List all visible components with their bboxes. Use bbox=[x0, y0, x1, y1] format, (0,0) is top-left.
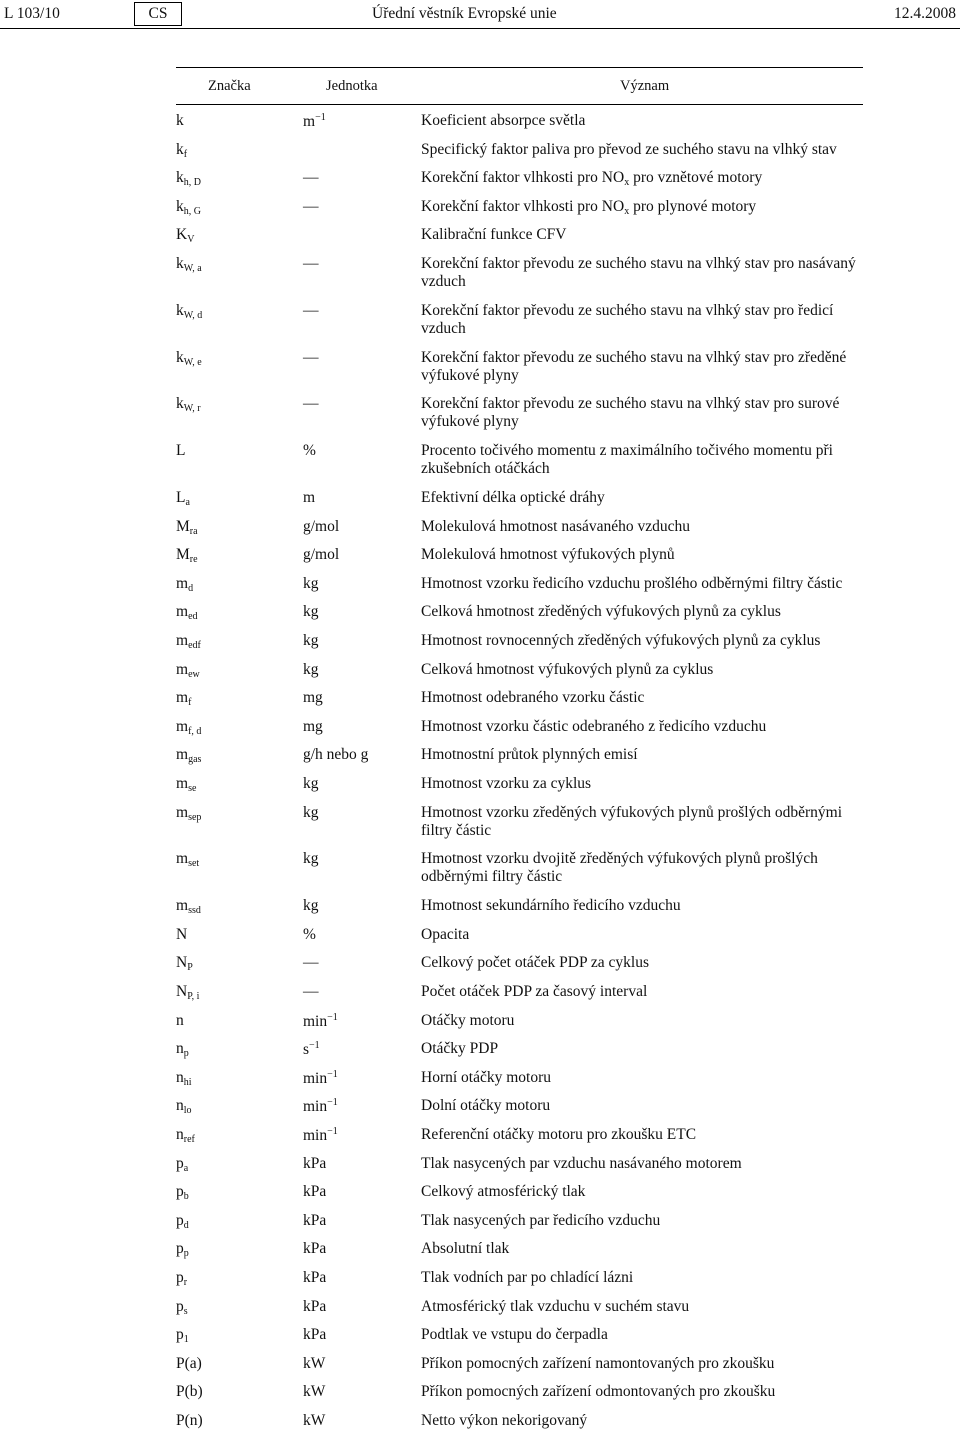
meaning-cell bbox=[421, 926, 866, 944]
meaning-line: Efektivní délka optické dráhy bbox=[421, 489, 605, 506]
meaning-cell bbox=[421, 1412, 866, 1430]
meaning-cell bbox=[421, 349, 866, 385]
unit-cell: g/mol bbox=[303, 517, 340, 535]
unit-cell: kW bbox=[303, 1383, 326, 1401]
meaning-line: Hmotnost vzorku zředěných výfukových plynů prošlých odběrnými bbox=[421, 803, 842, 821]
meaning-line: Celková hmotnost výfukových plynů za cyklus bbox=[421, 660, 714, 678]
meaning-line: Kalibrační funkce CFV bbox=[421, 226, 567, 244]
meaning-line: Netto výkon nekorigovaný bbox=[421, 1412, 588, 1429]
meaning-cell bbox=[421, 546, 866, 564]
symbol-cell: $n_{lo}$ bbox=[176, 1097, 192, 1117]
meaning-line: zkušebních otáčkách bbox=[421, 460, 550, 478]
meaning-line: Koeficient absorpce světla bbox=[421, 112, 586, 129]
symbol-cell: $n_{ref}$ bbox=[176, 1126, 195, 1145]
symbol-cell: $m_f$ bbox=[176, 689, 192, 709]
unit-cell: $\min^{-1}$ bbox=[303, 1011, 338, 1030]
unit-cell: kW bbox=[303, 1412, 326, 1429]
meaning-cell bbox=[421, 603, 866, 621]
symbol-cell: $k_f$ bbox=[176, 140, 188, 160]
unit-cell: — bbox=[303, 348, 319, 366]
meaning-cell bbox=[421, 1040, 866, 1058]
unit-cell: kg bbox=[303, 603, 319, 621]
symbol-cell: $M_{ra}$ bbox=[176, 517, 198, 537]
symbol-cell: $p_s$ bbox=[176, 1297, 188, 1317]
meaning-line: Korekční faktor vlhkosti pro $NO_x$ pro vznětové motory bbox=[421, 169, 763, 189]
symbol-cell: $p_b$ bbox=[176, 1183, 189, 1203]
symbol-cell: P(n) bbox=[176, 1412, 203, 1429]
meaning-cell bbox=[421, 1269, 866, 1287]
meaning-line: výfukové plyny bbox=[421, 413, 519, 431]
meaning-cell bbox=[421, 198, 866, 221]
unit-cell: — bbox=[303, 954, 319, 972]
meaning-line: odběrnými filtry částic bbox=[421, 868, 563, 886]
meaning-cell bbox=[421, 1012, 866, 1030]
meaning-cell bbox=[421, 850, 866, 886]
unit-cell: kg bbox=[303, 775, 319, 792]
unit-cell: mg bbox=[303, 689, 323, 707]
unit-cell: % bbox=[303, 925, 316, 943]
meaning-line: Opacita bbox=[421, 925, 470, 943]
column-header-unit: Jednotka bbox=[326, 78, 378, 94]
symbol-cell: N bbox=[176, 925, 188, 943]
meaning-line: Korekční faktor vlhkosti pro $NO_x$ pro plynové motory bbox=[421, 197, 757, 217]
meaning-line: Dolní otáčky motoru bbox=[421, 1097, 551, 1115]
meaning-cell bbox=[421, 1355, 866, 1373]
unit-cell: kPa bbox=[303, 1183, 327, 1201]
meaning-line: Celková hmotnost zředěných výfukových plynů za cyklus bbox=[421, 603, 781, 621]
meaning-line: Hmotnost vzorku částic odebraného z ředicího vzduchu bbox=[421, 717, 767, 735]
meaning-line: Tlak nasycených par ředicího vzduchu bbox=[421, 1211, 661, 1229]
meaning-cell bbox=[421, 226, 866, 244]
meaning-line: Tlak nasycených par vzduchu nasávaného motorem bbox=[421, 1154, 742, 1172]
unit-cell: kPa bbox=[303, 1297, 327, 1315]
symbol-cell: $m_{f, d}$ bbox=[176, 717, 202, 737]
meaning-cell bbox=[421, 141, 866, 159]
meaning-cell bbox=[421, 442, 866, 478]
page-header bbox=[0, 0, 960, 29]
meaning-line: Korekční faktor převodu ze suchého stavu na vlhký stav pro nasávaný bbox=[421, 255, 856, 272]
symbol-cell: n bbox=[176, 1011, 184, 1029]
symbol-cell: $N_P$ bbox=[176, 954, 193, 974]
symbol-cell: $p_p$ bbox=[176, 1240, 189, 1260]
unit-cell: — bbox=[303, 255, 319, 272]
meaning-line: Otáčky PDP bbox=[421, 1040, 499, 1058]
meaning-cell bbox=[421, 575, 866, 593]
meaning-line: Procento točivého momentu z maximálního točivého momentu při bbox=[421, 442, 833, 460]
meaning-cell bbox=[421, 897, 866, 915]
unit-cell: — bbox=[303, 983, 319, 1000]
symbol-cell: $m_{sep}$ bbox=[176, 803, 202, 823]
meaning-line: Referenční otáčky motoru pro zkoušku ETC bbox=[421, 1126, 697, 1143]
symbol-cell: $k_{W, e}$ bbox=[176, 348, 202, 368]
unit-cell: kPa bbox=[303, 1211, 327, 1229]
column-header-symbol: Značka bbox=[208, 78, 251, 94]
symbol-cell: $m_{edf}$ bbox=[176, 632, 201, 651]
symbol-cell: $k_{h, G}$ bbox=[176, 197, 201, 217]
unit-cell: — bbox=[303, 395, 319, 413]
meaning-line: Hmotnost sekundárního ředicího vzduchu bbox=[421, 897, 681, 915]
meaning-cell bbox=[421, 1069, 866, 1087]
symbol-cell: $N_{P, i}$ bbox=[176, 983, 200, 1002]
meaning-cell bbox=[421, 746, 866, 764]
publication-date: 12.4.2008 bbox=[894, 5, 956, 22]
meaning-cell bbox=[421, 112, 866, 130]
symbol-cell: $k_{W, a}$ bbox=[176, 255, 202, 274]
meaning-cell bbox=[421, 489, 866, 507]
unit-cell: % bbox=[303, 442, 316, 460]
meaning-line: filtry částic bbox=[421, 821, 492, 839]
unit-cell: kg bbox=[303, 850, 319, 868]
symbol-cell: $k_{W, r}$ bbox=[176, 395, 201, 415]
meaning-line: Absolutní tlak bbox=[421, 1240, 510, 1258]
page-id: L 103/10 bbox=[4, 5, 60, 22]
unit-cell: $\min^{-1}$ bbox=[303, 1126, 338, 1144]
meaning-line: Celkový počet otáček PDP za cyklus bbox=[421, 954, 649, 972]
meaning-line: Molekulová hmotnost výfukových plynů bbox=[421, 546, 675, 564]
symbol-cell: $n_{hi}$ bbox=[176, 1068, 192, 1088]
meaning-line: Hmotnost vzorku dvojitě zředěných výfukových plynů prošlých bbox=[421, 850, 818, 868]
meaning-cell bbox=[421, 1183, 866, 1201]
meaning-line: vzduch bbox=[421, 273, 466, 290]
unit-cell: kg bbox=[303, 574, 319, 592]
table-header bbox=[176, 67, 863, 105]
symbol-cell: $m_{se}$ bbox=[176, 775, 197, 794]
symbol-cell: $m_{ew}$ bbox=[176, 660, 200, 680]
meaning-cell bbox=[421, 1326, 866, 1344]
meaning-cell bbox=[421, 1240, 866, 1258]
meaning-line: Příkon pomocných zařízení odmontovaných pro zkoušku bbox=[421, 1383, 776, 1401]
unit-cell: kPa bbox=[303, 1269, 327, 1286]
unit-cell: — bbox=[303, 197, 319, 215]
meaning-cell bbox=[421, 661, 866, 679]
meaning-cell bbox=[421, 804, 866, 840]
meaning-line: Hmotnost vzorku ředicího vzduchu prošlého odběrnými filtry částic bbox=[421, 574, 843, 592]
symbol-cell: P(a) bbox=[176, 1354, 202, 1372]
meaning-cell bbox=[421, 255, 866, 291]
symbol-cell: $p_d$ bbox=[176, 1211, 189, 1231]
meaning-cell bbox=[421, 954, 866, 972]
symbol-cell: $m_{ed}$ bbox=[176, 603, 198, 623]
unit-cell: $\min^{-1}$ bbox=[303, 1097, 338, 1116]
meaning-line: Příkon pomocných zařízení namontovaných pro zkoušku bbox=[421, 1354, 775, 1372]
meaning-line: Podtlak ve vstupu do čerpadla bbox=[421, 1326, 608, 1344]
symbol-cell: $M_{re}$ bbox=[176, 546, 198, 566]
symbol-cell: $m_{ssd}$ bbox=[176, 897, 201, 917]
unit-cell: kg bbox=[303, 803, 319, 821]
symbol-cell: P(b) bbox=[176, 1383, 203, 1401]
journal-title: Úřední věstník Evropské unie bbox=[372, 5, 557, 22]
meaning-cell bbox=[421, 1155, 866, 1173]
meaning-cell bbox=[421, 1212, 866, 1230]
meaning-cell bbox=[421, 632, 866, 650]
meaning-cell bbox=[421, 718, 866, 736]
meaning-cell bbox=[421, 689, 866, 707]
symbol-cell: $k_{h, D}$ bbox=[176, 169, 201, 189]
meaning-cell bbox=[421, 1126, 866, 1144]
symbol-cell: $n_p$ bbox=[176, 1040, 189, 1060]
meaning-line: vzduch bbox=[421, 319, 466, 337]
meaning-cell bbox=[421, 302, 866, 338]
unit-cell: $m^{-1}$ bbox=[303, 112, 326, 130]
symbol-cell: $k_{W, d}$ bbox=[176, 301, 203, 321]
meaning-line: Hmotnost vzorku za cyklus bbox=[421, 775, 592, 792]
unit-cell: $\min^{-1}$ bbox=[303, 1068, 338, 1087]
meaning-line: Korekční faktor převodu ze suchého stavu na vlhký stav pro zředěné bbox=[421, 348, 847, 366]
meaning-cell bbox=[421, 1097, 866, 1115]
unit-cell: $s^{-1}$ bbox=[303, 1040, 320, 1059]
meaning-line: Hmotnost odebraného vzorku částic bbox=[421, 689, 645, 707]
meaning-line: Horní otáčky motoru bbox=[421, 1068, 552, 1086]
meaning-line: Hmotnostní průtok plynných emisí bbox=[421, 746, 638, 764]
meaning-cell bbox=[421, 395, 866, 431]
unit-cell: kPa bbox=[303, 1154, 327, 1172]
meaning-cell bbox=[421, 169, 866, 192]
meaning-line: Počet otáček PDP za časový interval bbox=[421, 983, 648, 1000]
meaning-line: Molekulová hmotnost nasávaného vzduchu bbox=[421, 517, 691, 535]
unit-cell: — bbox=[303, 301, 319, 319]
symbol-cell: $m_{gas}$ bbox=[176, 746, 202, 766]
unit-cell: — bbox=[303, 169, 319, 187]
meaning-line: Specifický faktor paliva pro převod ze suchého stavu na vlhký stav bbox=[421, 140, 837, 158]
meaning-cell bbox=[421, 983, 866, 1001]
meaning-cell bbox=[421, 1383, 866, 1401]
unit-cell: kPa bbox=[303, 1240, 327, 1258]
symbol-cell: $p_a$ bbox=[176, 1154, 189, 1174]
unit-cell: mg bbox=[303, 717, 323, 735]
unit-cell: kg bbox=[303, 897, 319, 915]
unit-cell: kg bbox=[303, 660, 319, 678]
meaning-line: Atmosférický tlak vzduchu v suchém stavu bbox=[421, 1297, 690, 1315]
meaning-line: Celkový atmosférický tlak bbox=[421, 1183, 586, 1201]
meaning-line: Korekční faktor převodu ze suchého stavu na vlhký stav pro surové bbox=[421, 395, 840, 413]
language-box: CS bbox=[134, 2, 182, 26]
column-header-meaning: Význam bbox=[620, 78, 670, 94]
symbol-cell: $p_1$ bbox=[176, 1326, 189, 1346]
unit-cell: m bbox=[303, 489, 316, 506]
meaning-line: Hmotnost rovnocenných zředěných výfukových plynů za cyklus bbox=[421, 632, 821, 649]
unit-cell: kPa bbox=[303, 1326, 327, 1344]
meaning-cell bbox=[421, 775, 866, 793]
unit-cell: kg bbox=[303, 632, 319, 649]
symbol-cell: k bbox=[176, 112, 184, 129]
unit-cell: g/mol bbox=[303, 546, 340, 564]
symbol-cell: $p_r$ bbox=[176, 1269, 188, 1288]
meaning-line: Korekční faktor převodu ze suchého stavu na vlhký stav pro ředicí bbox=[421, 301, 834, 319]
symbol-cell: $K_V$ bbox=[176, 226, 195, 246]
meaning-line: výfukové plyny bbox=[421, 366, 519, 384]
meaning-line: Otáčky motoru bbox=[421, 1011, 515, 1029]
meaning-cell bbox=[421, 518, 866, 536]
meaning-cell bbox=[421, 1298, 866, 1316]
symbol-cell: $m_d$ bbox=[176, 574, 194, 594]
unit-cell: kW bbox=[303, 1354, 326, 1372]
symbol-cell: L bbox=[176, 442, 186, 460]
symbol-cell: $m_{set}$ bbox=[176, 850, 200, 870]
symbol-cell: $L_a$ bbox=[176, 489, 190, 508]
meaning-line: Tlak vodních par po chladící lázni bbox=[421, 1269, 634, 1286]
unit-cell: g/h nebo g bbox=[303, 746, 369, 764]
